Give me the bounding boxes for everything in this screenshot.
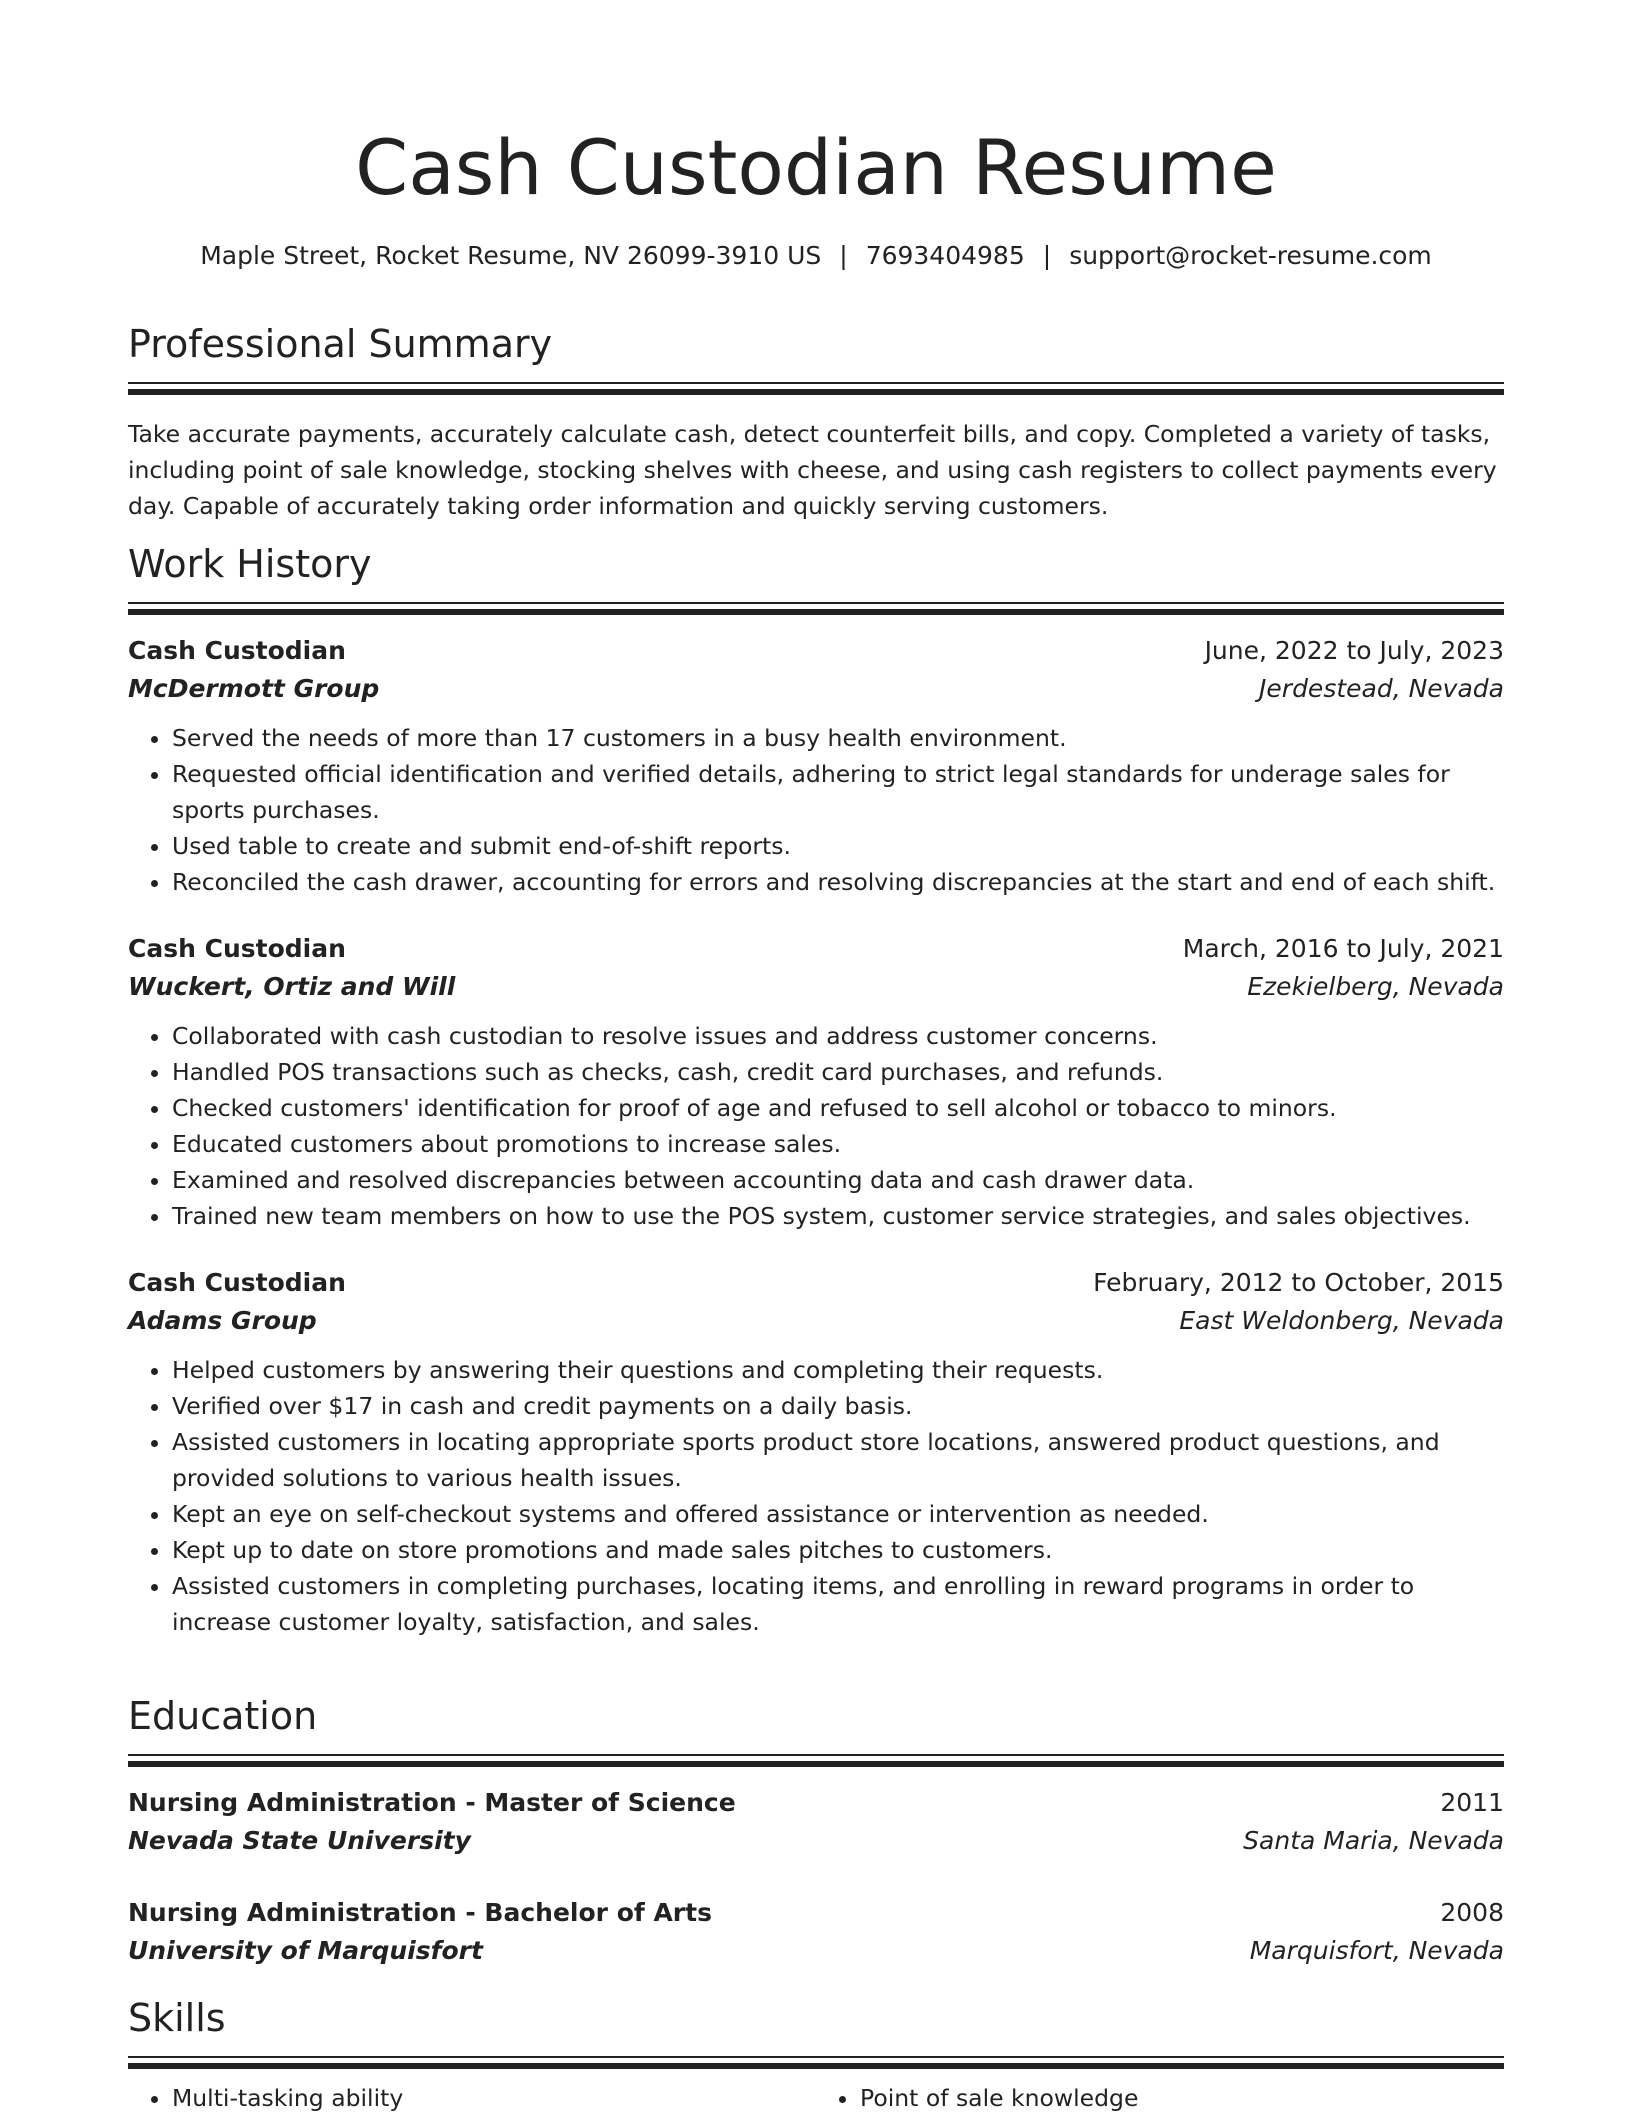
list-item: • Assisted customers in locating appropriate sports product store locations, answered product questions, and provided solutions to various health issues. xyxy=(172,1424,1504,1496)
summary-section xyxy=(128,318,1504,524)
summary-text: Take accurate payments, accurately calculate cash, detect counterfeit bills, and copy. Completed a variety of tasks, including point of sale knowledge, stocking shelves with cheese, and using cash registers to collect payments every day. Capable of accurately taking order information and quickly serving customers. xyxy=(128,420,1497,520)
list-item: • Kept an eye on self-checkout systems and offered assistance or intervention as needed. xyxy=(172,1496,1504,1532)
section-divider xyxy=(128,1754,1504,1768)
list-item: • Requested official identification and verified details, adhering to strict legal standards for underage sales for sports purchases. xyxy=(172,756,1504,828)
job-location: Ezekielberg, Nevada xyxy=(1247,972,1504,1001)
education-degree: Nursing Administration - Master of Science xyxy=(128,1788,736,1817)
list-item: • Examined and resolved discrepancies between accounting data and cash drawer data. xyxy=(172,1162,1504,1198)
job-company: Wuckert, Ortiz and Will xyxy=(128,972,456,1001)
skills-columns xyxy=(128,2080,1504,2116)
list-item: • Verified over $17 in cash and credit payments on a daily basis. xyxy=(172,1388,1504,1424)
education-year: 2011 xyxy=(1440,1788,1504,1817)
skills-heading: Skills xyxy=(128,1996,226,2040)
list-item: • Used table to create and submit end-of-shift reports. xyxy=(172,828,1504,864)
job-bullets xyxy=(128,1018,1504,1234)
work-history-section xyxy=(128,538,1504,1640)
job-entry xyxy=(128,930,1504,1234)
job-bullets xyxy=(128,1352,1504,1640)
summary-heading: Professional Summary xyxy=(128,322,553,366)
skills-list-left xyxy=(128,2080,816,2116)
job-location: Jerdestead, Nevada xyxy=(1259,674,1504,703)
skills-list-right xyxy=(816,2080,1504,2116)
section-divider xyxy=(128,382,1504,396)
job-location: East Weldonberg, Nevada xyxy=(1179,1306,1504,1335)
education-year: 2008 xyxy=(1440,1898,1504,1927)
work-history-heading: Work History xyxy=(128,542,372,586)
education-section xyxy=(128,1690,1504,1970)
skills-section xyxy=(128,1992,1504,2116)
education-degree: Nursing Administration - Bachelor of Arts xyxy=(128,1898,712,1927)
section-divider xyxy=(128,2056,1504,2070)
job-dates: June, 2022 to July, 2023 xyxy=(1204,636,1504,665)
job-dates: March, 2016 to July, 2021 xyxy=(1182,934,1504,963)
contact-separator: | xyxy=(839,241,848,270)
contact-phone: 7693404985 xyxy=(865,241,1025,270)
list-item: • Collaborated with cash custodian to resolve issues and address customer concerns. xyxy=(172,1018,1504,1054)
list-item: • Kept up to date on store promotions and made sales pitches to customers. xyxy=(172,1532,1504,1568)
resume-title: Cash Custodian Resume xyxy=(355,123,1277,212)
list-item: • Assisted customers in completing purchases, locating items, and enrolling in reward programs in order to increase customer loyalty, satisfaction, and sales. xyxy=(172,1568,1504,1640)
job-entry xyxy=(128,1264,1504,1640)
list-item: • Handled POS transactions such as checks, cash, credit card purchases, and refunds. xyxy=(172,1054,1504,1090)
skill-item: • Point of sale knowledge xyxy=(860,2080,1504,2116)
job-dates: February, 2012 to October, 2015 xyxy=(1093,1268,1504,1297)
education-school: University of Marquisfort xyxy=(128,1936,483,1965)
job-bullets xyxy=(128,720,1504,900)
list-item: • Reconciled the cash drawer, accounting for errors and resolving discrepancies at the start and end of each shift. xyxy=(172,864,1504,900)
job-company: Adams Group xyxy=(128,1306,317,1335)
section-divider xyxy=(128,602,1504,616)
job-title: Cash Custodian xyxy=(128,934,346,963)
job-entry xyxy=(128,632,1504,900)
job-title: Cash Custodian xyxy=(128,636,346,665)
job-company: McDermott Group xyxy=(128,674,380,703)
contact-address: Maple Street, Rocket Resume, NV 26099-3910 US xyxy=(200,241,822,270)
education-heading: Education xyxy=(128,1694,318,1738)
education-location: Marquisfort, Nevada xyxy=(1249,1936,1504,1965)
education-entry xyxy=(128,1784,1504,1860)
list-item: • Helped customers by answering their questions and completing their requests. xyxy=(172,1352,1504,1388)
list-item: • Trained new team members on how to use the POS system, customer service strategies, and sales objectives. xyxy=(172,1198,1504,1234)
education-entry xyxy=(128,1894,1504,1970)
contact-line xyxy=(128,238,1504,274)
contact-email[interactable]: support@rocket-resume.com xyxy=(1069,241,1432,270)
list-item: • Served the needs of more than 17 customers in a busy health environment. xyxy=(172,720,1504,756)
list-item: • Checked customers' identification for proof of age and refused to sell alcohol or tobacco to minors. xyxy=(172,1090,1504,1126)
list-item: • Educated customers about promotions to increase sales. xyxy=(172,1126,1504,1162)
education-location: Santa Maria, Nevada xyxy=(1243,1826,1504,1855)
skill-item: • Multi-tasking ability xyxy=(172,2080,816,2116)
contact-separator: | xyxy=(1042,241,1052,270)
education-school: Nevada State University xyxy=(128,1826,471,1855)
job-title: Cash Custodian xyxy=(128,1268,346,1297)
